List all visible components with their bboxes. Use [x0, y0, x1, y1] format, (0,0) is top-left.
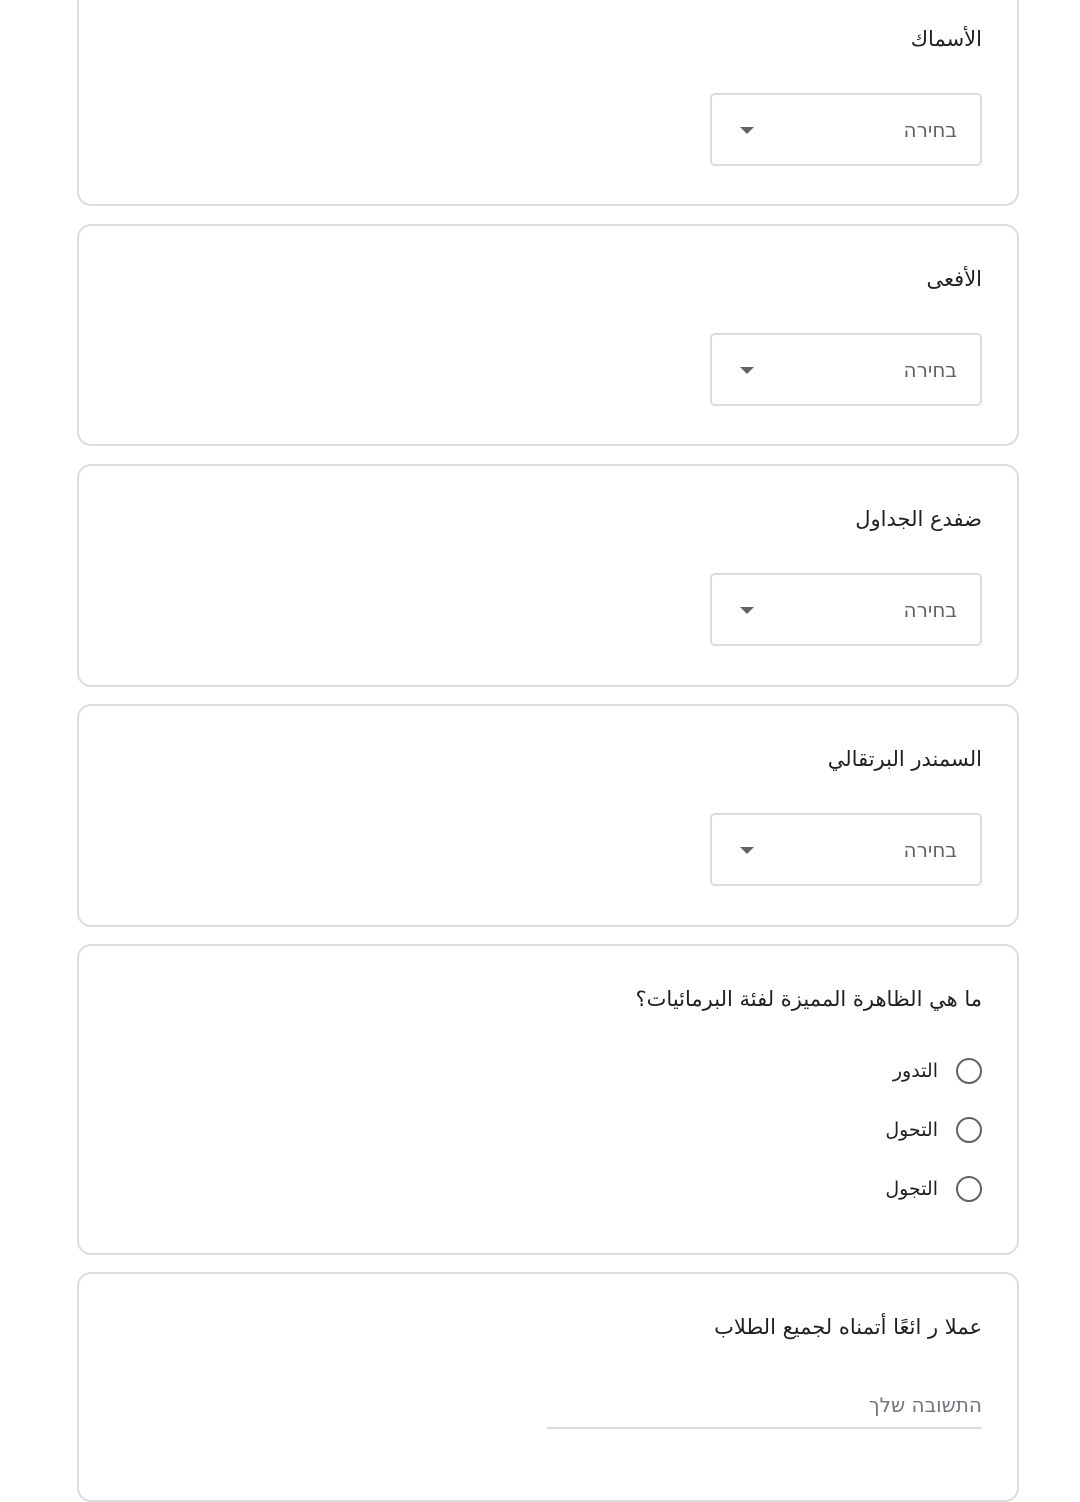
answer-placeholder: התשובה שלך — [868, 1393, 982, 1417]
choose-dropdown[interactable] — [710, 333, 982, 406]
dropdown-arrow-icon — [740, 607, 754, 614]
dropdown-value: בחירה — [903, 357, 957, 382]
question-title: السمندر البرتقالي — [827, 747, 982, 771]
question-card-amphibian-phenomenon — [77, 944, 1019, 1255]
question-title: الأفعى — [926, 267, 982, 291]
radio-button[interactable] — [956, 1176, 982, 1202]
question-title: ما هي الظاهرة المميزة لفئة البرمائيات؟ — [635, 987, 982, 1011]
radio-option-label: التحول — [885, 1119, 938, 1141]
dropdown-arrow-icon — [740, 367, 754, 374]
question-card-stream-frog — [77, 464, 1019, 687]
answer-input[interactable] — [547, 1387, 982, 1429]
dropdown-value: בחירה — [903, 597, 957, 622]
radio-option[interactable] — [885, 1114, 982, 1146]
radio-option[interactable] — [885, 1173, 982, 1205]
radio-button[interactable] — [956, 1117, 982, 1143]
radio-option[interactable] — [893, 1055, 982, 1087]
dropdown-arrow-icon — [740, 127, 754, 134]
dropdown-value: בחירה — [903, 837, 957, 862]
dropdown-value: בחירה — [903, 117, 957, 142]
question-card-snake — [77, 224, 1019, 446]
question-title: عملا ر ائعًا أتمناه لجميع الطلاب — [714, 1315, 982, 1339]
radio-option-label: التجول — [885, 1178, 938, 1200]
question-card-comment — [77, 1272, 1019, 1502]
choose-dropdown[interactable] — [710, 93, 982, 166]
choose-dropdown[interactable] — [710, 813, 982, 886]
question-card-fish — [77, 0, 1019, 206]
question-title: ضفدع الجداول — [855, 507, 982, 531]
question-card-orange-salamander — [77, 704, 1019, 927]
choose-dropdown[interactable] — [710, 573, 982, 646]
radio-option-label: التدور — [892, 1060, 938, 1082]
question-title: الأسماك — [910, 27, 982, 51]
dropdown-arrow-icon — [740, 847, 754, 854]
radio-button[interactable] — [956, 1058, 982, 1084]
